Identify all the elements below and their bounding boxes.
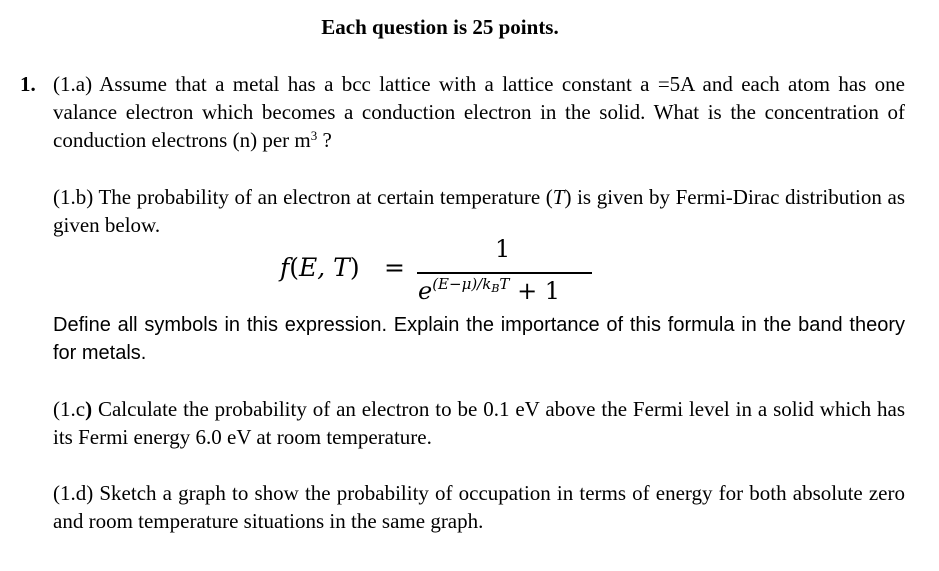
- part-a-tail: ?: [317, 128, 332, 152]
- formula-denominator: [418, 275, 560, 305]
- formula-close-paren: ): [349, 253, 360, 282]
- question-part-b: [53, 183, 905, 239]
- formula-function: f: [280, 253, 290, 282]
- formula-lhs: [280, 253, 360, 282]
- page-title: Each question is 25 points.: [321, 15, 559, 39]
- question-part-a: [53, 70, 905, 154]
- formula-numerator: 1: [495, 235, 511, 263]
- formula-exponent-main: (E−μ)/k: [432, 275, 492, 293]
- question-part-d: (1.d) Sketch a graph to show the probability of occupation in terms of energy for both absolute zero and room temperature situations in the same graph.: [53, 481, 905, 533]
- formula-args: E, T: [299, 253, 350, 282]
- part-c-text: Calculate the probability of an electron to be 0.1 eV above the Fermi level in a solid which has its Fermi energy 6.0 eV at room temperature.: [53, 397, 905, 449]
- question-part-c: [53, 395, 905, 451]
- temperature-symbol: T: [552, 185, 565, 209]
- part-a-text: (1.a) Assume that a metal has a bcc lattice with a lattice constant a =5A and each atom has one valance electron which becomes a conduction electron in the solid. What is the concentration of conduction electrons (n) per m: [53, 72, 905, 152]
- formula-plus-one: + 1: [509, 277, 561, 305]
- formula-equals: =: [384, 253, 405, 282]
- part-b-pre: (1.b) The probability of an electron at certain temperature (: [53, 185, 553, 209]
- formula-exponent: [432, 275, 509, 293]
- fraction-bar: [417, 272, 592, 274]
- part-c-label-close: ): [85, 397, 93, 421]
- part-b-post: ) is given by Fermi-Dirac distribution as given below.: [53, 185, 905, 237]
- question-number: 1.: [20, 72, 36, 96]
- unit-exponent: 3: [310, 128, 318, 143]
- fermi-dirac-formula: [280, 235, 620, 310]
- formula-open-paren: (: [289, 253, 300, 282]
- question-part-b-instructions: Define all symbols in this expression. Explain the importance of this formula in the band theory for metals.: [53, 314, 905, 364]
- formula-exp-base: e: [418, 277, 433, 305]
- part-c-label: (1.c: [53, 397, 86, 421]
- formula-exponent-temp: T: [499, 275, 510, 293]
- formula-exponent-sub: B: [491, 282, 500, 295]
